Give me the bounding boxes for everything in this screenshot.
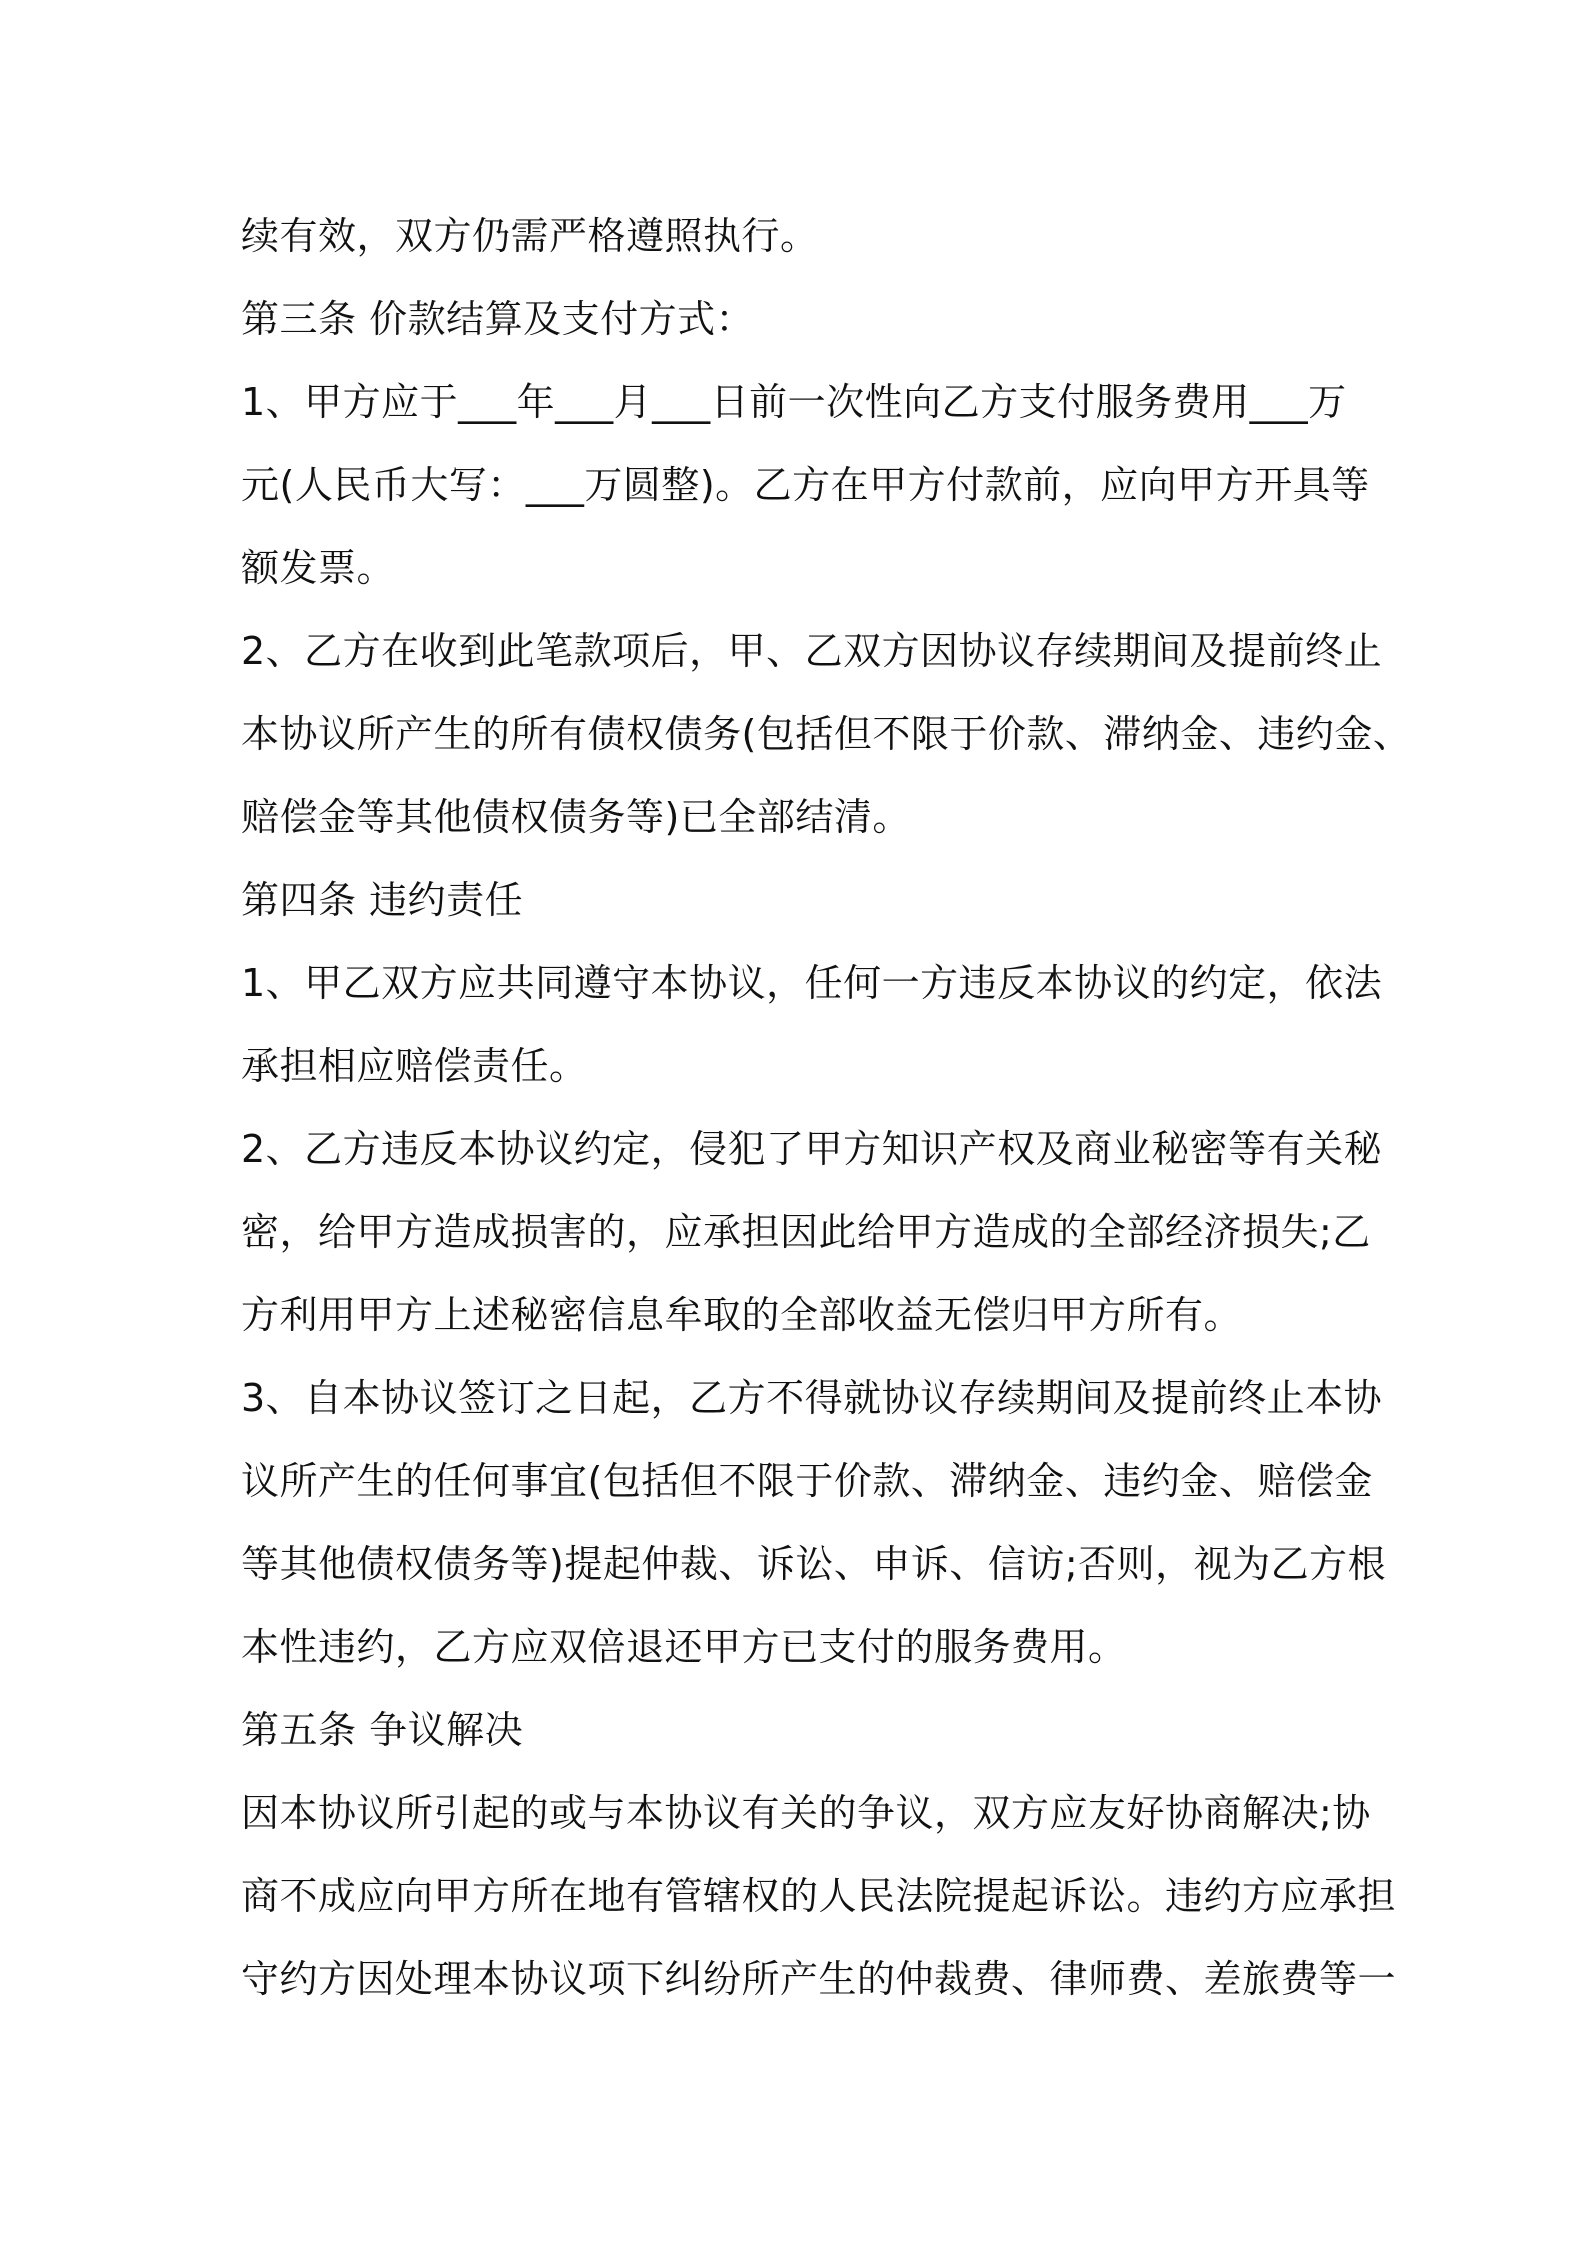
text-line: 承担相应赔偿责任。	[241, 1044, 588, 1088]
text-line: 本性违约，乙方应双倍退还甲方已支付的服务费用。	[241, 1625, 1127, 1669]
text-line: 因本协议所引起的或与本协议有关的争议，双方应友好协商解决;协	[241, 1791, 1371, 1835]
text-line: 元(人民币大写：___万圆整)。乙方在甲方付款前，应向甲方开具等	[241, 463, 1370, 507]
text-line: 3、自本协议签订之日起，乙方不得就协议存续期间及提前终止本协	[241, 1376, 1383, 1420]
text-line: 2、乙方在收到此笔款项后，甲、乙双方因协议存续期间及提前终止	[241, 629, 1383, 673]
text-line: 1、甲方应于___年___月___日前一次性向乙方支付服务费用___万	[241, 380, 1347, 424]
text-line: 本协议所产生的所有债权债务(包括但不限于价款、滞纳金、违约金、	[241, 712, 1412, 756]
text-line: 密，给甲方造成损害的，应承担因此给甲方造成的全部经济损失;乙	[241, 1210, 1371, 1254]
section-heading-article-4: 第四条 违约责任	[241, 878, 524, 922]
text-line: 赔偿金等其他债权债务等)已全部结清。	[241, 795, 911, 839]
text-line: 方利用甲方上述秘密信息牟取的全部收益无偿归甲方所有。	[241, 1293, 1243, 1337]
text-line: 额发票。	[241, 546, 396, 590]
document-body	[241, 195, 1412, 2021]
text-line: 2、乙方违反本协议约定，侵犯了甲方知识产权及商业秘密等有关秘	[241, 1127, 1383, 1171]
section-heading-article-5: 第五条 争议解决	[241, 1708, 524, 1752]
text-line: 守约方因处理本协议项下纠纷所产生的仲裁费、律师费、差旅费等一	[241, 1957, 1397, 2001]
text-line: 1、甲乙双方应共同遵守本协议，任何一方违反本协议的约定，依法	[241, 961, 1383, 1005]
text-line: 续有效，双方仍需严格遵照执行。	[241, 214, 819, 258]
text-line: 等其他债权债务等)提起仲裁、诉讼、申诉、信访;否则，视为乙方根	[241, 1542, 1387, 1586]
section-heading-article-3: 第三条 价款结算及支付方式：	[241, 297, 755, 341]
text-line: 商不成应向甲方所在地有管辖权的人民法院提起诉讼。违约方应承担	[241, 1874, 1397, 1918]
text-line: 议所产生的任何事宜(包括但不限于价款、滞纳金、违约金、赔偿金	[241, 1459, 1373, 1503]
